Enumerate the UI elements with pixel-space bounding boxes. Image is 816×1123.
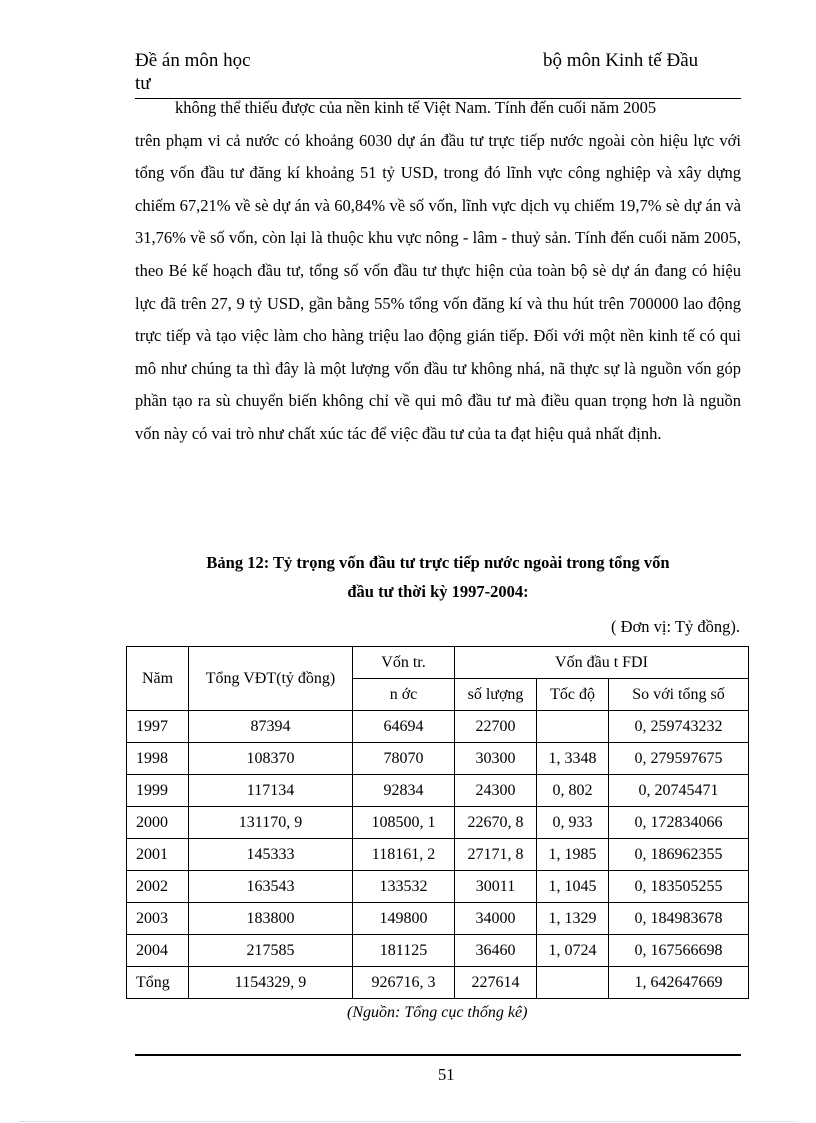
table-caption-line1: Bảng 12: Tỷ trọng vốn đầu tư trực tiếp nước ngoài trong tổng vốn [206,553,670,572]
table-cell: 0, 184983678 [609,903,749,935]
table-cell: 30011 [455,871,537,903]
table-cell: 0, 172834066 [609,807,749,839]
table-cell: 2000 [127,807,189,839]
table-row [127,807,749,839]
table-cell: 0, 933 [537,807,609,839]
paragraph-first-line: không thể thiếu được của nền kinh tế Việt Nam. Tính đến cuối năm 2005 [175,98,657,117]
table-cell: 183800 [189,903,353,935]
table-row [127,935,749,967]
table-cell: 0, 167566698 [609,935,749,967]
header-so-voi: So với tổng số [609,679,749,711]
table-cell: 27171, 8 [455,839,537,871]
table-cell: 131170, 9 [189,807,353,839]
table-cell: 133532 [353,871,455,903]
header-left [135,49,251,95]
table-cell: 145333 [189,839,353,871]
header-course-title-cont: tư [135,73,151,94]
table-row [127,743,749,775]
header-von-tr: Vốn tr. [353,647,455,679]
table-cell: 0, 186962355 [609,839,749,871]
table-cell: 92834 [353,775,455,807]
table-row [127,871,749,903]
fdi-table [126,646,749,999]
table-cell [537,967,609,999]
table-cell: 117134 [189,775,353,807]
table-cell: 163543 [189,871,353,903]
table-cell: 108500, 1 [353,807,455,839]
table-cell: 1998 [127,743,189,775]
table-header-row-1 [127,647,749,679]
table-cell: 22670, 8 [455,807,537,839]
table-cell: 1154329, 9 [189,967,353,999]
header-von-tr-cont: n ớc [353,679,455,711]
header-tong-vdt: Tổng VĐT(tỷ đồng) [189,647,353,711]
header-fdi: Vốn đầu t FDI [455,647,749,679]
table-row [127,711,749,743]
table-cell: 181125 [353,935,455,967]
paragraph-rest: trên phạm vi cả nước có khoảng 6030 dự án đầu tư trực tiếp nước ngoài còn hiệu lực với tổng vốn đầu tư đăng kí khoảng 51 tỷ USD, trong đó lĩnh vực công nghiệp và xây dựng chiếm 67,21% về sè dự án và 60,84% về số vốn, lĩnh vực dịch vụ chiếm 19,7% sè dự án và 31,76% về số vốn, còn lại là thuộc khu vực nông - lâm - thuỷ sản. Tính đến cuối năm 2005, theo Bé kế hoạch đầu tư, tổng số vốn đầu tư thực hiện của toàn bộ sè dự án đang có hiệu lực đã trên 27, 9 tỷ USD, gần bằng 55% tổng vốn đăng kí và thu hút trên 700000 lao động trực tiếp và tạo việc làm cho hàng triệu lao động gián tiếp. Đối với một nền kinh tế có qui mô như chúng ta thì đây là một lượng vốn đầu tư không nhá, nã thực sự là nguồn vốn góp phần tạo ra sù chuyển biến không chỉ về qui mô đầu tư mà điều quan trọng hơn là nguồn vốn này có vai trò như chất xúc tác để việc đầu tư của ta đạt hiệu quả nhất định. [135,130,741,443]
table-cell: 0, 802 [537,775,609,807]
table-cell: 149800 [353,903,455,935]
table-unit-note: ( Đơn vị: Tỷ đồng). [611,617,740,636]
table-cell: 36460 [455,935,537,967]
body-paragraph [135,92,741,451]
table-cell: 2001 [127,839,189,871]
page-bottom-border [20,1121,796,1122]
table-cell: 22700 [455,711,537,743]
table-cell: 1997 [127,711,189,743]
table-cell: Tổng [127,967,189,999]
table-caption [135,548,741,606]
header-nam: Năm [127,647,189,711]
footer-rule [135,1054,741,1056]
table-cell: 926716, 3 [353,967,455,999]
header-so-luong: số lượng [455,679,537,711]
table-cell: 2003 [127,903,189,935]
table-row [127,839,749,871]
table-cell: 34000 [455,903,537,935]
table-cell: 227614 [455,967,537,999]
table-cell: 0, 20745471 [609,775,749,807]
header-course-title: Đề án môn học [135,50,251,71]
table-cell: 0, 279597675 [609,743,749,775]
table-source: (Nguồn: Tổng cục thống kê) [347,1004,528,1021]
header-toc-do: Tốc độ [537,679,609,711]
table-row [127,903,749,935]
table-caption-line2: đầu tư thời kỳ 1997-2004: [347,582,529,601]
table-cell: 1, 642647669 [609,967,749,999]
table-cell: 64694 [353,711,455,743]
table-cell: 118161, 2 [353,839,455,871]
table-cell: 0, 259743232 [609,711,749,743]
table-cell: 78070 [353,743,455,775]
table-cell: 87394 [189,711,353,743]
table-cell: 1, 3348 [537,743,609,775]
table-cell: 0, 183505255 [609,871,749,903]
table-cell [537,711,609,743]
table-cell: 217585 [189,935,353,967]
header-department: bộ môn Kinh tế Đầu [543,50,699,71]
table-cell: 2002 [127,871,189,903]
table-row [127,775,749,807]
table-cell: 1999 [127,775,189,807]
table-cell: 2004 [127,935,189,967]
table-cell: 24300 [455,775,537,807]
table-cell: 30300 [455,743,537,775]
table-body [127,711,749,999]
table-cell: 1, 0724 [537,935,609,967]
table-cell: 1, 1045 [537,871,609,903]
table-cell: 1, 1329 [537,903,609,935]
page-number: 51 [438,1065,455,1084]
table-cell: 108370 [189,743,353,775]
table-row [127,967,749,999]
table-cell: 1, 1985 [537,839,609,871]
